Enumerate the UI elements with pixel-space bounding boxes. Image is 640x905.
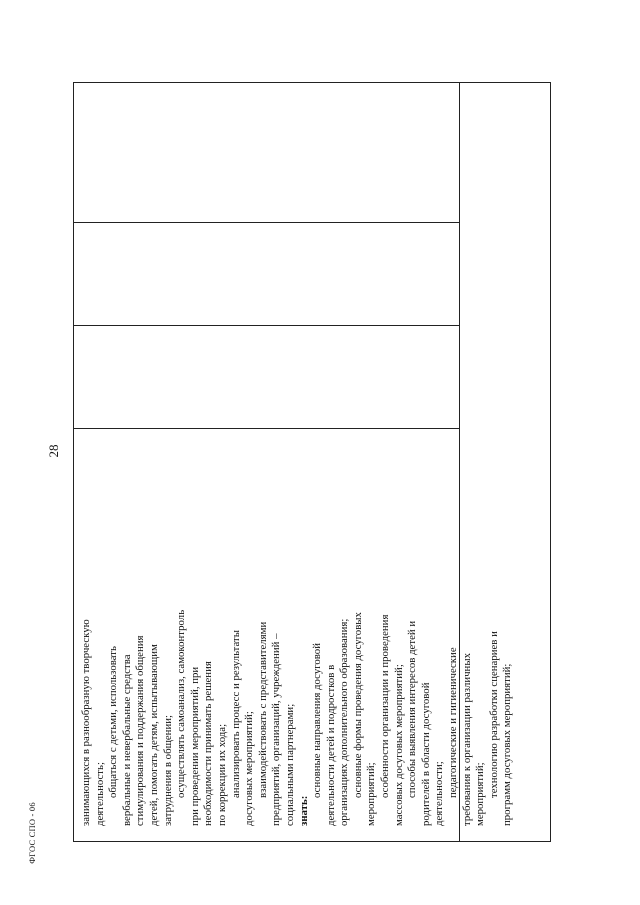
cell-text-line: мероприятий; [365, 762, 378, 826]
cell-text-line: взаимодействовать с представителями [256, 621, 269, 798]
cell-text-line: занимающихся в разнообразную творческую [80, 619, 92, 826]
cell-text-line: по коррекции их хода; [215, 723, 228, 826]
cell-text-line: деятельности детей и подростков в [324, 664, 337, 826]
cell-text-line: социальными партнерами; [283, 703, 296, 826]
table-column-divider-2 [73, 325, 459, 326]
cell-text-line: основные формы проведения досуговых [351, 612, 364, 798]
cell-text-line: осуществлять самоанализ, самоконтроль [175, 609, 188, 798]
table-column-divider-3 [73, 222, 459, 223]
cell-text-line: технологию разработки сценариев и [487, 631, 500, 798]
cell-text-line: досуговых мероприятий; [243, 711, 256, 826]
page-number: 28 [46, 444, 61, 458]
cell-text-line: деятельность; [93, 762, 106, 826]
cell-text-line: педагогические и гигиенические [447, 647, 460, 798]
footer-standard-code: ФГОС СПО - 06 [27, 802, 37, 864]
cell-text-line: мероприятий; [474, 762, 487, 826]
cell-text-line: предприятий, организаций, учреждений – [270, 633, 283, 826]
cell-text-line: требования к организации различных [460, 653, 473, 826]
cell-text-line: вербальные и невербальные средства [120, 654, 133, 826]
cell-text-line: организациях дополнительного образования; [338, 618, 351, 826]
cell-text-line: основные направления досуговой [311, 643, 324, 798]
cell-text-line: деятельности; [433, 761, 446, 826]
cell-text-line: анализировать процесс и результаты [229, 630, 242, 798]
cell-text-line: способы выявления интересов детей и [406, 620, 419, 798]
cell-text-line: особенности организации и проведения [379, 614, 392, 798]
rotated-table [73, 82, 551, 842]
cell-text-line: знать: [297, 795, 310, 826]
table-column-divider-1 [73, 428, 459, 429]
cell-text-line: массовых досуговых мероприятий; [392, 664, 405, 826]
cell-text-line: общаться с детьми, использовать [107, 646, 120, 798]
cell-text-line: родителей в области досуговой [419, 682, 432, 826]
cell-text-line: затруднения в общении; [161, 714, 174, 826]
cell-text-line: детей, помогать детям, испытывающим [147, 644, 160, 826]
cell-text-line: при проведении мероприятий, при [188, 666, 201, 826]
cell-text-line: программ досуговых мероприятий; [501, 663, 514, 826]
cell-text-line: необходимости принимать решения [202, 661, 215, 826]
cell-text-line: стимулирования и поддержания общения [134, 635, 147, 826]
table-cell-skills-knowledge [80, 446, 514, 826]
